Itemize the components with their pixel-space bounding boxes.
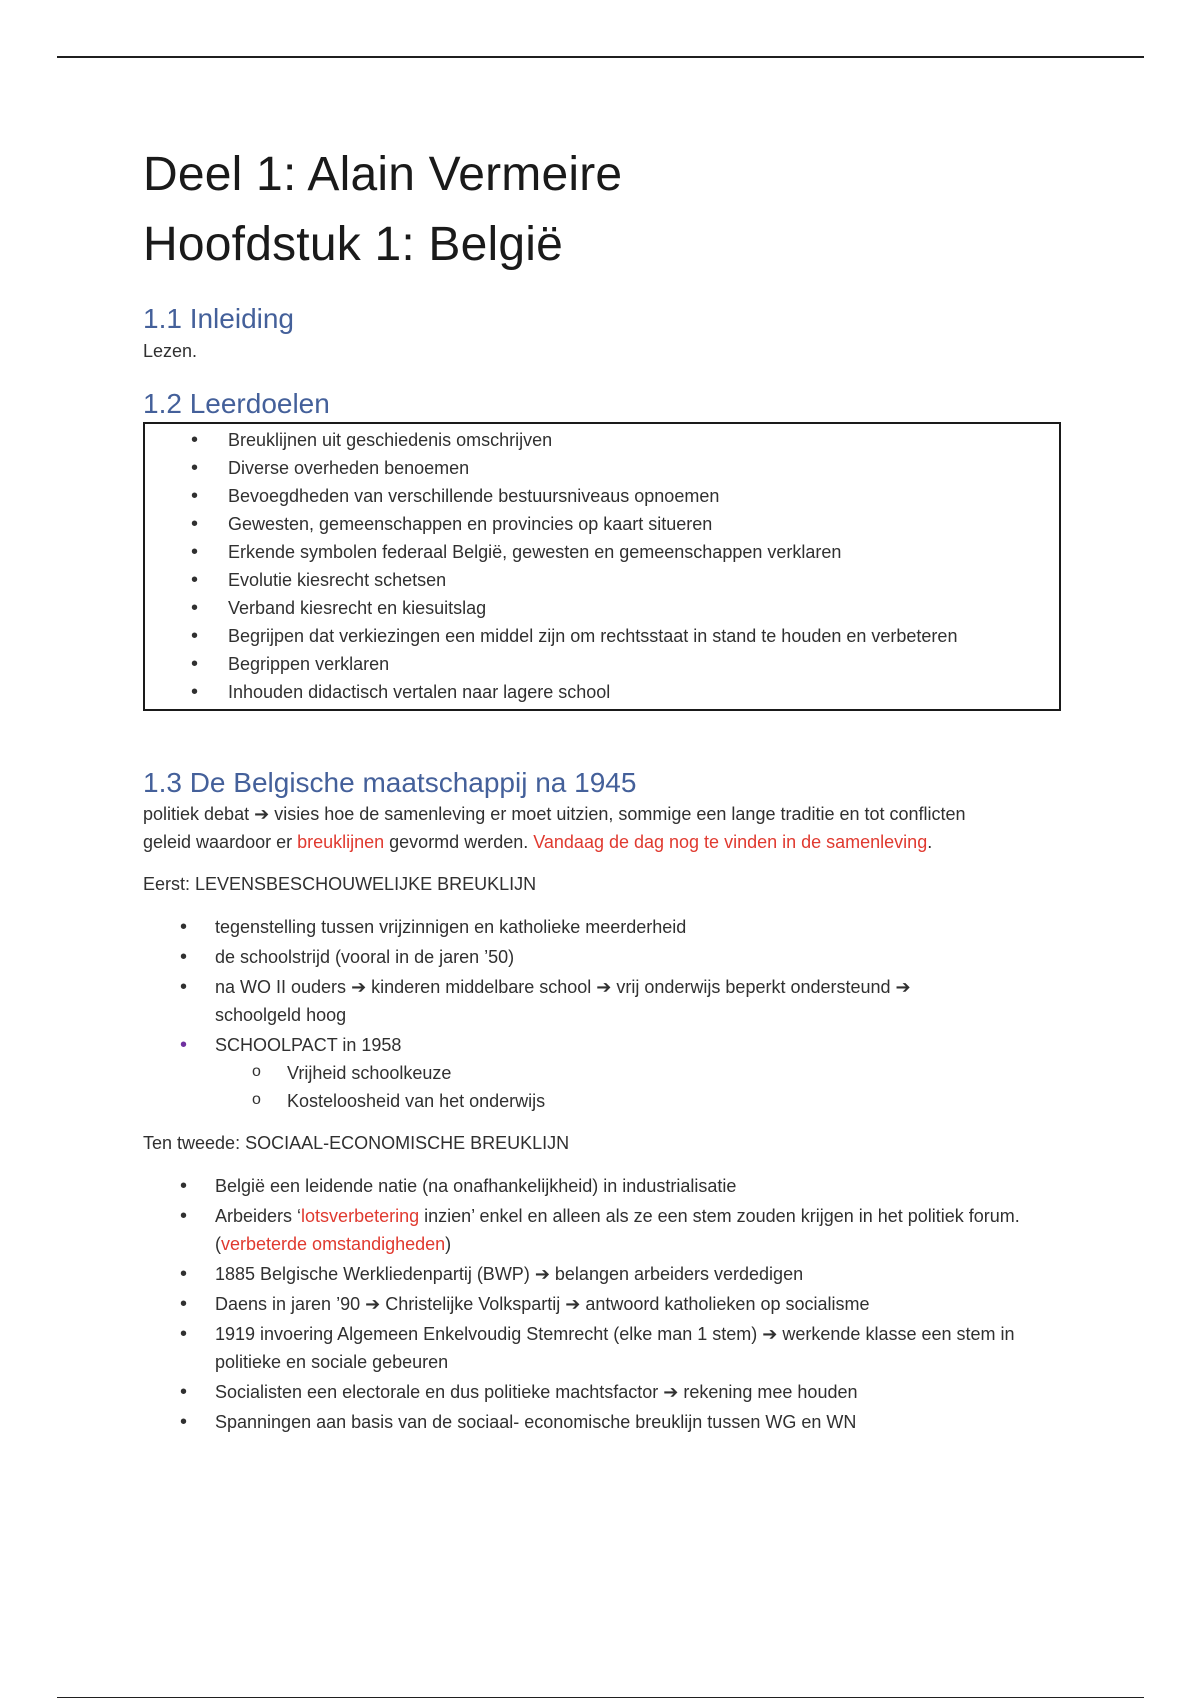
- document-title: [143, 140, 1063, 280]
- sub-item: o Vrijheid schoolkeuze: [215, 1059, 1063, 1087]
- list-item: • tegenstelling tussen vrijzinnigen en katholieke meerderheid: [143, 913, 1063, 941]
- inleiding-text: Lezen.: [143, 341, 198, 361]
- second-breuklijn-list: [143, 1172, 1063, 1436]
- list-item-text: kinderen middelbare school: [366, 977, 597, 997]
- list-item: [143, 973, 975, 1029]
- list-item-text: na WO II ouders: [215, 977, 352, 997]
- intro-text: politiek debat: [143, 804, 250, 824]
- list-item: [143, 1290, 1063, 1318]
- list-item-schoolpact: • SCHOOLPACT in 1958: [143, 1031, 1063, 1059]
- schoolpact-sublist: [143, 1059, 1063, 1115]
- heading-belgische-maatschappij: 1.3 De Belgische maatschappij na 1945: [143, 767, 637, 798]
- first-breuklijn-list: [143, 913, 1063, 1059]
- list-item-text: Daens in jaren ’90: [215, 1294, 366, 1314]
- arrow-icon: ➔: [596, 977, 612, 997]
- arrow-icon: ➔: [254, 804, 270, 824]
- highlight-vandaag: Vandaag de dag nog te vinden in de samenleving: [533, 832, 928, 852]
- list-item-text: Arbeiders ‘: [215, 1206, 302, 1226]
- list-item-text: schoolgeld hoog: [215, 1005, 347, 1025]
- goal-item: • Verband kiesrecht en kiesuitslag: [145, 594, 1059, 622]
- list-item-text: vrij onderwijs beperkt ondersteund: [611, 977, 896, 997]
- document-page: [143, 140, 1063, 1438]
- heading-inleiding: 1.1 Inleiding: [143, 303, 295, 334]
- sub-item: o Kosteloosheid van het onderwijs: [215, 1087, 1063, 1115]
- list-item: • Spanningen aan basis van de sociaal- economische breuklijn tussen WG en WN: [143, 1408, 1063, 1436]
- list-item: • België een leidende natie (na onafhankelijkheid) in industrialisatie: [143, 1172, 1063, 1200]
- highlight-omstandigheden: verbeterde omstandigheden: [221, 1234, 446, 1254]
- list-item-text: ): [445, 1234, 452, 1254]
- intro-paragraph: [143, 800, 1013, 856]
- goal-item: • Begrijpen dat verkiezingen een middel zijn om rechtsstaat in stand te houden en verbeteren: [145, 622, 1059, 650]
- top-rule: [57, 56, 1144, 58]
- goal-item: • Bevoegdheden van verschillende bestuursniveaus opnoemen: [145, 482, 1059, 510]
- arrow-icon: ➔: [663, 1382, 679, 1402]
- list-item-text: 1919 invoering Algemeen Enkelvoudig Stemrecht (elke man 1 stem): [215, 1324, 763, 1344]
- second-breuklijn-label: Ten tweede: SOCIAAL-ECONOMISCHE BREUKLIJN: [143, 1133, 570, 1153]
- goal-item: • Gewesten, gemeenschappen en provincies op kaart situeren: [145, 510, 1059, 538]
- leerdoelen-box: [143, 422, 1061, 711]
- goal-item: • Diverse overheden benoemen: [145, 454, 1059, 482]
- list-item-text: 1885 Belgische Werkliedenpartij (BWP): [215, 1264, 535, 1284]
- list-item: [143, 1378, 1063, 1406]
- arrow-icon: ➔: [351, 977, 367, 997]
- list-item-text: rekening mee houden: [678, 1382, 858, 1402]
- arrow-icon: ➔: [365, 1294, 381, 1314]
- list-item-text: Socialisten een electorale en dus politieke machtsfactor: [215, 1382, 664, 1402]
- arrow-icon: ➔: [534, 1264, 550, 1284]
- list-item: [143, 1260, 1063, 1288]
- title-line-2: Hoofdstuk 1: België: [143, 218, 564, 271]
- goal-item: • Breuklijnen uit geschiedenis omschrijven: [145, 426, 1059, 454]
- highlight-breuklijnen: breuklijnen: [297, 832, 385, 852]
- list-item: [143, 1202, 1055, 1258]
- highlight-lotsverbetering: lotsverbetering: [301, 1206, 420, 1226]
- arrow-icon: ➔: [565, 1294, 581, 1314]
- goal-item: • Evolutie kiesrecht schetsen: [145, 566, 1059, 594]
- intro-text: gevormd werden.: [384, 832, 534, 852]
- list-item: [143, 1320, 1055, 1376]
- bottom-rule: [57, 1697, 1144, 1698]
- goal-item: • Begrippen verklaren: [145, 650, 1059, 678]
- list-item: • de schoolstrijd (vooral in de jaren ’50): [143, 943, 1063, 971]
- goal-item: • Inhouden didactisch vertalen naar lagere school: [145, 678, 1059, 706]
- list-item-text: Christelijke Volkspartij: [380, 1294, 566, 1314]
- intro-text: .: [927, 832, 933, 852]
- heading-leerdoelen: 1.2 Leerdoelen: [143, 388, 330, 419]
- intro-text: visies hoe de samenleving er moet uitzien, sommige een lange traditie en tot conflicten geleid waardoor er: [143, 804, 966, 852]
- list-item-text: belangen arbeiders verdedigen: [549, 1264, 804, 1284]
- list-item-text: inzien’ enkel en alleen als ze een stem zouden krijgen in het politiek forum. (: [215, 1206, 1020, 1254]
- goal-item: • Erkende symbolen federaal België, gewesten en gemeenschappen verklaren: [145, 538, 1059, 566]
- first-breuklijn-label: Eerst: LEVENSBESCHOUWELIJKE BREUKLIJN: [143, 874, 537, 894]
- title-line-1: Deel 1: Alain Vermeire: [143, 148, 623, 201]
- arrow-icon: ➔: [895, 977, 911, 997]
- list-item-text: werkende klasse een stem in politieke en sociale gebeuren: [215, 1324, 1015, 1372]
- list-item-text: antwoord katholieken op socialisme: [580, 1294, 870, 1314]
- arrow-icon: ➔: [762, 1324, 778, 1344]
